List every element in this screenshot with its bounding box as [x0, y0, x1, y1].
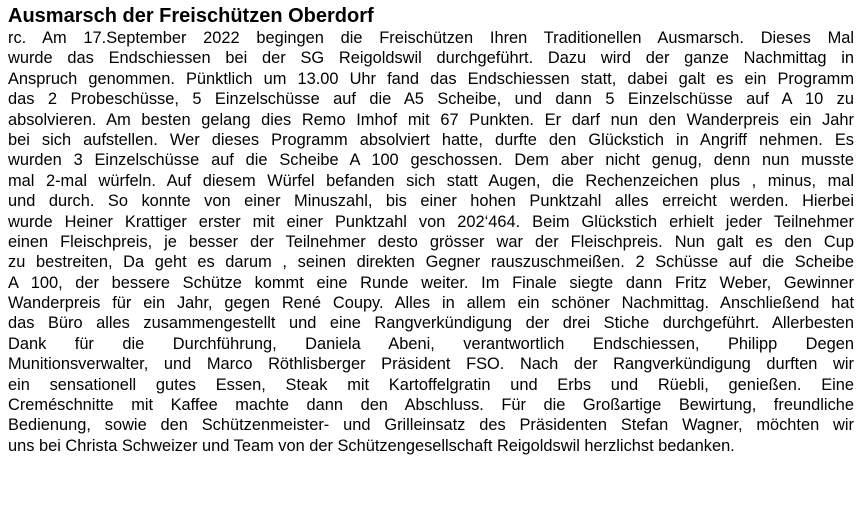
article-line: Dank für die Durchführung, Daniela Abeni, verantwortlich Endschiessen, Philipp Degen	[8, 334, 854, 353]
article-line: absolvieren. Am besten gelang dies Remo Imhof mit 67 Punkten. Er darf nun den Wanderpreis ein Jahr	[8, 110, 854, 129]
article-line: Anspruch genommen. Pünktlich um 13.00 Uhr fand das Endschiessen statt, dabei galt es ein Programm	[8, 69, 854, 88]
article-line: Munitionsverwalter, und Marco Röthlisberger Präsident FSO. Nach der Rangverkündigung durften wir	[8, 355, 854, 374]
article-line: Wanderpreis für ein Jahr, gegen René Coupy. Alles in allem ein schöner Nachmittag. Anschließend hat	[8, 294, 854, 313]
article-line: wurde das Endschiessen bei der SG Reigoldswil durchgeführt. Dazu wird der ganze Nachmittag in	[8, 49, 854, 68]
article-line: bei sich aufstellen. Wer dieses Programm absolviert hatte, durfte den Glückstich in Angriff nehmen. Es	[8, 130, 854, 149]
article-line: Creméschnitte mit Kaffee machte dann den Abschluss. Für die Großartige Bewirtung, freundliche	[8, 396, 854, 415]
article-line: zu bestreiten, Da geht es darum , seinen direkten Gegner rauszuschmeißen. 2 Schüsse auf die Scheibe	[8, 253, 854, 272]
article-body	[8, 28, 854, 456]
article-title: Ausmarsch der Freischützen Oberdorf	[8, 5, 374, 27]
article-line: uns bei Christa Schweizer und Team von der Schützengesellschaft Reigoldswil herzlichst bedanken.	[8, 436, 735, 455]
article-line: ein sensationell gutes Essen, Steak mit Kartoffelgratin und Erbs und Rüebli, genießen. Eine	[8, 375, 854, 394]
article	[8, 4, 854, 456]
article-line: und durch. So konnte von einer Minuszahl, bis einer hohen Punktzahl alles erreicht werden. Hierbei	[8, 192, 854, 211]
article-line: A 100, der bessere Schütze kommt eine Runde weiter. Im Finale siegte dann Fritz Weber, Gewinner	[8, 273, 854, 292]
article-line: das Büro alles zusammengestellt und eine Rangverkündigung der drei Stiche durchgeführt. Allerbesten	[8, 314, 854, 333]
article-line: das 2 Probeschüsse, 5 Einzelschüsse auf die A5 Scheibe, und dann 5 Einzelschüsse auf A 10 zu	[8, 90, 854, 109]
article-line: wurden 3 Einzelschüsse auf die Scheibe A 100 geschossen. Dem aber nicht genug, denn nun musste	[8, 151, 854, 170]
article-line: Bedienung, sowie den Schützenmeister- und Grilleinsatz des Präsidenten Stefan Wagner, möchten wir	[8, 416, 854, 435]
article-line: einen Fleischpreis, je besser der Teilnehmer desto grösser war der Fleischpreis. Nun galt es den Cup	[8, 232, 854, 251]
article-line: wurde Heiner Krattiger erster mit einer Punktzahl von 202‘464. Beim Glückstich erhielt jeder Teilnehmer	[8, 212, 854, 231]
article-line: mal 2-mal würfeln. Auf diesem Würfel befanden sich statt Augen, die Rechenzeichen plus , minus, mal	[8, 171, 854, 190]
article-line: rc. Am 17.September 2022 begingen die Freischützen Ihren Traditionellen Ausmarsch. Dieses Mal	[8, 29, 854, 47]
